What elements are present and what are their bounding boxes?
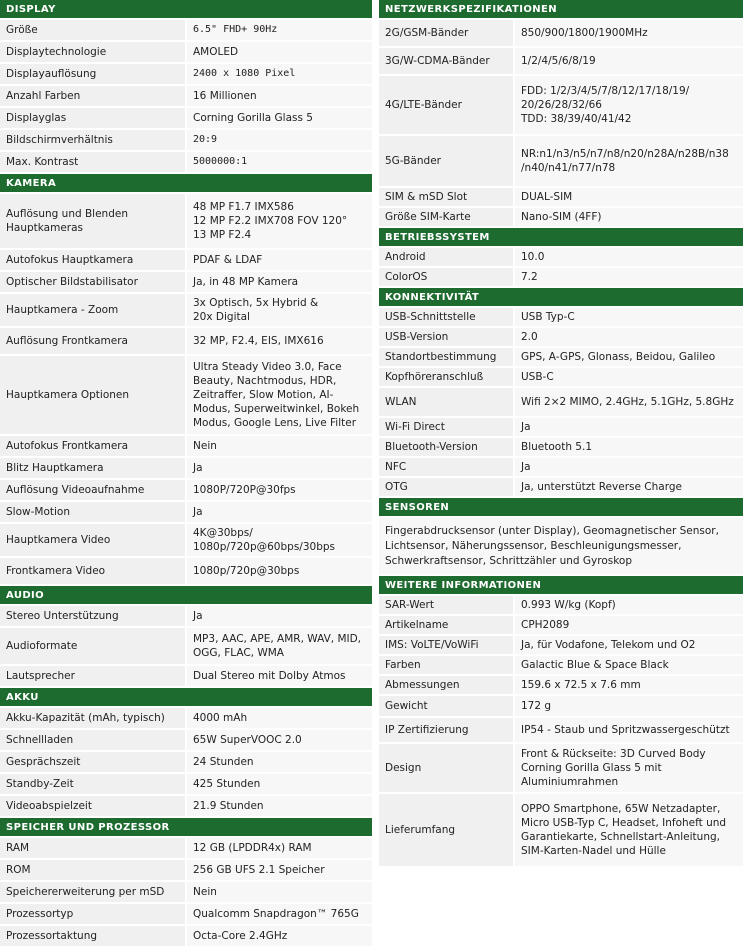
spec-value: Ja bbox=[187, 458, 372, 478]
sensor-list: Fingerabdrucksensor (unter Display), Geomagnetischer Sensor, Lichtsensor, Näherungssensor, Beschleunigungsmesser, Schwerkraftsensor, Schrittzähler und Gyroskop bbox=[379, 518, 743, 576]
spec-label: Bildschirmverhältnis bbox=[0, 130, 187, 150]
spec-row bbox=[379, 208, 743, 228]
spec-row bbox=[0, 20, 372, 42]
spec-value: USB-C bbox=[515, 368, 743, 386]
spec-row bbox=[0, 838, 372, 860]
spec-label: Artikelname bbox=[379, 616, 515, 634]
spec-row bbox=[379, 76, 743, 136]
spec-label: 3G/W-CDMA-Bänder bbox=[379, 48, 515, 74]
spec-value: CPH2089 bbox=[515, 616, 743, 634]
spec-row bbox=[0, 328, 372, 356]
spec-label: Design bbox=[379, 744, 515, 792]
spec-label: Videoabspielzeit bbox=[0, 796, 187, 816]
spec-row bbox=[0, 666, 372, 688]
spec-label: ROM bbox=[0, 860, 187, 880]
spec-row bbox=[0, 558, 372, 586]
spec-row bbox=[0, 250, 372, 272]
section-header-netzwerkspezifikationen: NETZWERKSPEZIFIKATIONEN bbox=[379, 0, 743, 20]
section-header-speicher-und-prozessor: SPEICHER UND PROZESSOR bbox=[0, 818, 372, 838]
section-header-konnektivitaet: KONNEKTIVITÄT bbox=[379, 288, 743, 308]
spec-label: Kopfhöreranschluß bbox=[379, 368, 515, 386]
spec-label: Android bbox=[379, 248, 515, 266]
spec-label: Gesprächszeit bbox=[0, 752, 187, 772]
spec-row bbox=[379, 48, 743, 76]
spec-value: IP54 - Staub und Spritzwassergeschützt bbox=[515, 718, 743, 742]
spec-label: Prozessortaktung bbox=[0, 926, 187, 946]
spec-value: 48 MP F1.7 IMX586 12 MP F2.2 IMX708 FOV 120° 13 MP F2.4 bbox=[187, 194, 372, 248]
spec-value: Octa-Core 2.4GHz bbox=[187, 926, 372, 946]
spec-value: 172 g bbox=[515, 696, 743, 716]
spec-label: Bluetooth-Version bbox=[379, 438, 515, 456]
spec-row bbox=[379, 458, 743, 478]
spec-label: ColorOS bbox=[379, 268, 515, 286]
spec-row bbox=[0, 502, 372, 524]
spec-value: 20:9 bbox=[187, 130, 372, 150]
spec-row bbox=[0, 294, 372, 328]
spec-row bbox=[0, 194, 372, 250]
spec-value: 10.0 bbox=[515, 248, 743, 266]
spec-row bbox=[379, 20, 743, 48]
spec-row bbox=[379, 596, 743, 616]
spec-value: Dual Stereo mit Dolby Atmos bbox=[187, 666, 372, 686]
spec-label: SIM & mSD Slot bbox=[379, 188, 515, 206]
spec-value: 4000 mAh bbox=[187, 708, 372, 728]
spec-value: Ja bbox=[187, 502, 372, 522]
spec-label: Akku-Kapazität (mAh, typisch) bbox=[0, 708, 187, 728]
spec-row bbox=[0, 882, 372, 904]
spec-row bbox=[379, 696, 743, 718]
spec-value: 24 Stunden bbox=[187, 752, 372, 772]
spec-value: Ja, unterstützt Reverse Charge bbox=[515, 478, 743, 496]
spec-label: Autofokus Hauptkamera bbox=[0, 250, 187, 270]
spec-label: Prozessortyp bbox=[0, 904, 187, 924]
spec-label: Displaytechnologie bbox=[0, 42, 187, 62]
spec-row bbox=[0, 458, 372, 480]
spec-label: WLAN bbox=[379, 388, 515, 416]
section-header-display: DISPLAY bbox=[0, 0, 372, 20]
spec-label: OTG bbox=[379, 478, 515, 496]
spec-row bbox=[0, 860, 372, 882]
spec-row bbox=[0, 926, 372, 948]
spec-value: 256 GB UFS 2.1 Speicher bbox=[187, 860, 372, 880]
spec-row bbox=[379, 248, 743, 268]
spec-row bbox=[0, 628, 372, 666]
spec-label: Auflösung Videoaufnahme bbox=[0, 480, 187, 500]
spec-row bbox=[379, 368, 743, 388]
spec-value: Ultra Steady Video 3.0, Face Beauty, Nachtmodus, HDR, Zeitraffer, Slow Motion, AI- Modus, Superweitwinkel, Bokeh Modus, Google Lens, Live Filter bbox=[187, 356, 372, 434]
spec-value: 159.6 x 72.5 x 7.6 mm bbox=[515, 676, 743, 694]
spec-value: 3x Optisch, 5x Hybrid & 20x Digital bbox=[187, 294, 372, 326]
spec-value: NR:n1/n3/n5/n7/n8/n20/n28A/n28B/n38 /n40/n41/n77/n78 bbox=[515, 136, 743, 186]
spec-row bbox=[0, 42, 372, 64]
spec-label: Gewicht bbox=[379, 696, 515, 716]
spec-label: Audioformate bbox=[0, 628, 187, 664]
spec-label: RAM bbox=[0, 838, 187, 858]
spec-row bbox=[379, 438, 743, 458]
spec-value: Wifi 2×2 MIMO, 2.4GHz, 5.1GHz, 5.8GHz bbox=[515, 388, 743, 416]
spec-label: Auflösung Frontkamera bbox=[0, 328, 187, 354]
spec-label: 4G/LTE-Bänder bbox=[379, 76, 515, 134]
spec-label: NFC bbox=[379, 458, 515, 476]
spec-row bbox=[379, 348, 743, 368]
spec-label: Schnellladen bbox=[0, 730, 187, 750]
spec-value: Nein bbox=[187, 882, 372, 902]
spec-row bbox=[0, 86, 372, 108]
left-spec-column bbox=[0, 0, 372, 948]
spec-row bbox=[0, 606, 372, 628]
spec-value: 850/900/1800/1900MHz bbox=[515, 20, 743, 46]
spec-value: 7.2 bbox=[515, 268, 743, 286]
spec-value: Nano-SIM (4FF) bbox=[515, 208, 743, 226]
spec-row bbox=[0, 108, 372, 130]
spec-label: Max. Kontrast bbox=[0, 152, 187, 172]
spec-label: 2G/GSM-Bänder bbox=[379, 20, 515, 46]
spec-value: 1/2/4/5/6/8/19 bbox=[515, 48, 743, 74]
spec-row bbox=[0, 480, 372, 502]
spec-value: Bluetooth 5.1 bbox=[515, 438, 743, 456]
spec-row bbox=[0, 64, 372, 86]
spec-value: 1080P/720P@30fps bbox=[187, 480, 372, 500]
spec-label: SAR-Wert bbox=[379, 596, 515, 614]
spec-value: Ja bbox=[515, 418, 743, 436]
spec-row bbox=[0, 272, 372, 294]
spec-value: 21.9 Stunden bbox=[187, 796, 372, 816]
spec-row bbox=[379, 418, 743, 438]
spec-value: 12 GB (LPDDR4x) RAM bbox=[187, 838, 372, 858]
spec-row bbox=[379, 328, 743, 348]
spec-value: PDAF & LDAF bbox=[187, 250, 372, 270]
spec-value: Ja, in 48 MP Kamera bbox=[187, 272, 372, 292]
spec-row bbox=[0, 152, 372, 174]
spec-label: Hauptkamera Video bbox=[0, 524, 187, 556]
spec-row bbox=[379, 268, 743, 288]
section-header-audio: AUDIO bbox=[0, 586, 372, 606]
spec-label: Hauptkamera Optionen bbox=[0, 356, 187, 434]
spec-value: 5000000:1 bbox=[187, 152, 372, 172]
spec-row bbox=[379, 136, 743, 188]
spec-value: USB Typ-C bbox=[515, 308, 743, 326]
spec-label: Auflösung und Blenden Hauptkameras bbox=[0, 194, 187, 248]
spec-value: OPPO Smartphone, 65W Netzadapter, Micro USB-Typ C, Headset, Infoheft und Garantiekarte, Schnellstart-Anleitung, SIM-Karten-Nadel und Hülle bbox=[515, 794, 743, 866]
spec-label: Lieferumfang bbox=[379, 794, 515, 866]
spec-value: Ja bbox=[515, 458, 743, 476]
spec-row bbox=[379, 656, 743, 676]
spec-row bbox=[0, 356, 372, 436]
spec-row bbox=[379, 718, 743, 744]
spec-label: Wi-Fi Direct bbox=[379, 418, 515, 436]
spec-row bbox=[0, 904, 372, 926]
spec-label: Standby-Zeit bbox=[0, 774, 187, 794]
spec-label: Farben bbox=[379, 656, 515, 674]
spec-value: AMOLED bbox=[187, 42, 372, 62]
spec-row bbox=[0, 708, 372, 730]
spec-value: 2.0 bbox=[515, 328, 743, 346]
spec-label: USB-Schnittstelle bbox=[379, 308, 515, 326]
spec-row bbox=[379, 636, 743, 656]
spec-value: Ja bbox=[187, 606, 372, 626]
section-header-weitere-informationen: WEITERE INFORMATIONEN bbox=[379, 576, 743, 596]
spec-row bbox=[379, 388, 743, 418]
spec-value: GPS, A-GPS, Glonass, Beidou, Galileo bbox=[515, 348, 743, 366]
spec-label: IMS: VoLTE/VoWiFi bbox=[379, 636, 515, 654]
spec-value: 65W SuperVOOC 2.0 bbox=[187, 730, 372, 750]
section-header-akku: AKKU bbox=[0, 688, 372, 708]
spec-label: Größe SIM-Karte bbox=[379, 208, 515, 226]
spec-row bbox=[0, 130, 372, 152]
spec-label: Standortbestimmung bbox=[379, 348, 515, 366]
spec-label: Blitz Hauptkamera bbox=[0, 458, 187, 478]
spec-row bbox=[0, 730, 372, 752]
spec-label: Frontkamera Video bbox=[0, 558, 187, 584]
spec-row bbox=[379, 616, 743, 636]
spec-label: Speichererweiterung per mSD bbox=[0, 882, 187, 902]
section-header-kamera: KAMERA bbox=[0, 174, 372, 194]
spec-label: Autofokus Frontkamera bbox=[0, 436, 187, 456]
spec-value: 1080p/720p@30bps bbox=[187, 558, 372, 584]
spec-row bbox=[0, 752, 372, 774]
spec-row bbox=[379, 744, 743, 794]
spec-row bbox=[0, 436, 372, 458]
spec-value: Galactic Blue & Space Black bbox=[515, 656, 743, 674]
spec-value: 425 Stunden bbox=[187, 774, 372, 794]
spec-label: Stereo Unterstützung bbox=[0, 606, 187, 626]
spec-value: 4K@30bps/ 1080p/720p@60bps/30bps bbox=[187, 524, 372, 556]
section-header-betriebssystem: BETRIEBSSYSTEM bbox=[379, 228, 743, 248]
spec-label: Optischer Bildstabilisator bbox=[0, 272, 187, 292]
spec-label: Hauptkamera - Zoom bbox=[0, 294, 187, 326]
spec-label: 5G-Bänder bbox=[379, 136, 515, 186]
spec-value: 32 MP, F2.4, EIS, IMX616 bbox=[187, 328, 372, 354]
spec-value: 2400 x 1080 Pixel bbox=[187, 64, 372, 84]
spec-row bbox=[379, 308, 743, 328]
spec-value: Front & Rückseite: 3D Curved Body Corning Gorilla Glass 5 mit Aluminiumrahmen bbox=[515, 744, 743, 792]
spec-value: 6.5" FHD+ 90Hz bbox=[187, 20, 372, 40]
spec-value: Qualcomm Snapdragon™ 765G bbox=[187, 904, 372, 924]
spec-value: 16 Millionen bbox=[187, 86, 372, 106]
spec-value: FDD: 1/2/3/4/5/7/8/12/17/18/19/ 20/26/28/32/66 TDD: 38/39/40/41/42 bbox=[515, 76, 743, 134]
spec-value: DUAL-SIM bbox=[515, 188, 743, 206]
spec-row bbox=[379, 676, 743, 696]
spec-label: Lautsprecher bbox=[0, 666, 187, 686]
spec-label: Displayauflösung bbox=[0, 64, 187, 84]
spec-label: Displayglas bbox=[0, 108, 187, 128]
spec-row bbox=[379, 188, 743, 208]
spec-value: Nein bbox=[187, 436, 372, 456]
spec-value: MP3, AAC, APE, AMR, WAV, MID, OGG, FLAC, WMA bbox=[187, 628, 372, 664]
spec-row bbox=[379, 478, 743, 498]
spec-row bbox=[0, 524, 372, 558]
right-spec-column bbox=[379, 0, 743, 868]
spec-value: Corning Gorilla Glass 5 bbox=[187, 108, 372, 128]
spec-label: Größe bbox=[0, 20, 187, 40]
spec-label: Abmessungen bbox=[379, 676, 515, 694]
spec-label: USB-Version bbox=[379, 328, 515, 346]
spec-label: Slow-Motion bbox=[0, 502, 187, 522]
spec-row bbox=[0, 796, 372, 818]
spec-label: IP Zertifizierung bbox=[379, 718, 515, 742]
spec-value: 0.993 W/kg (Kopf) bbox=[515, 596, 743, 614]
spec-label: Anzahl Farben bbox=[0, 86, 187, 106]
spec-value: Ja, für Vodafone, Telekom und O2 bbox=[515, 636, 743, 654]
spec-row bbox=[379, 794, 743, 868]
spec-row bbox=[0, 774, 372, 796]
section-header-sensoren: SENSOREN bbox=[379, 498, 743, 518]
